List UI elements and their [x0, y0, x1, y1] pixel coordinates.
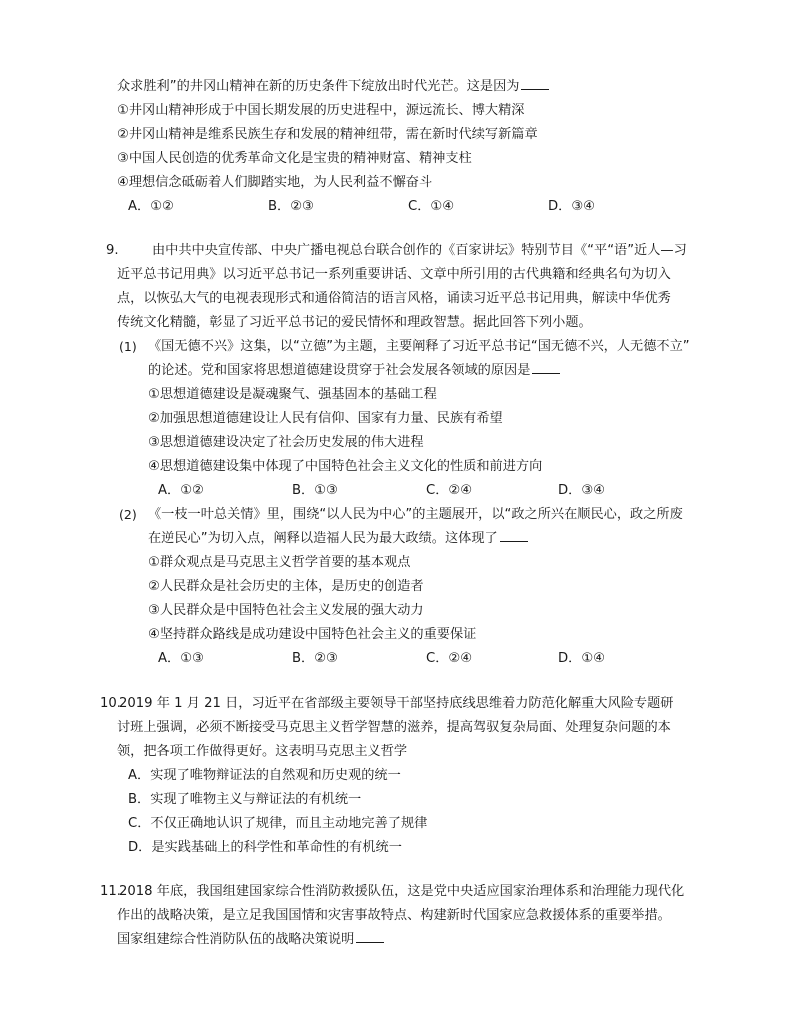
q10-stem-line-2: 讨班上强调，必须不断接受马克思主义哲学智慧的滋养，提高驾驭复杂局面、处理复杂问题的本	[117, 720, 671, 735]
q10-option-d: D．是实践基础上的科学性和革命性的有机统一	[128, 840, 402, 855]
q11-stem-line-3: 国家组建综合性消防队伍的战略决策说明	[117, 931, 384, 948]
q8-option-a: A．①②	[128, 199, 174, 214]
q9-sub1-number: (1)	[119, 339, 137, 354]
q9-stem-line-3: 点，以恢弘大气的电视表现形式和通俗简洁的语言风格，诵读习近平总书记用典，解读中华优秀	[117, 291, 671, 306]
q10-stem-line-3: 领，把各项工作做得更好。这表明马克思主义哲学	[117, 744, 408, 759]
q10-number: 10.	[100, 696, 121, 711]
q10-option-c: C．不仅正确地认识了规律，而且主动地完善了规律	[128, 816, 428, 831]
q9-sub1-option-c: C．②④	[426, 483, 473, 498]
q9-sub2-stem-line-2: 在逆民心”为切入点，阐释以造福人民为最大政绩。这体现了	[148, 530, 528, 547]
q9-sub1-option-b: B．①③	[292, 483, 338, 498]
q9-sub1-options	[158, 482, 718, 499]
q10-option-b: B．实现了唯物主义与辩证法的有机统一	[128, 792, 362, 807]
q9-sub1-statement-2: ②加强思想道德建设让人民有信仰、国家有力量、民族有希望	[148, 411, 503, 426]
q9-sub1-stem-line-2: 的论述。党和国家将思想道德建设贯穿于社会发展各领域的原因是	[148, 362, 560, 379]
q9-sub2-statement-4: ④坚持群众路线是成功建设中国特色社会主义的重要保证	[148, 627, 477, 642]
q8-options	[128, 198, 688, 215]
q8-option-b: B．②③	[268, 199, 314, 214]
q8-statement-3: ③中国人民创造的优秀革命文化是宝贵的精神财富、精神支柱	[117, 151, 472, 166]
q9-stem-line-4: 传统文化精髓，彰显了习近平总书记的爱民情怀和理政智慧。据此回答下列小题。	[117, 315, 592, 330]
q9-sub1-statement-4: ④思想道德建设集中体现了中国特色社会主义文化的性质和前进方向	[148, 459, 543, 474]
q9-sub2-number: (2)	[119, 507, 137, 522]
q10-stem-line-1: 2019 年 1 月 21 日，习近平在省部级主要领导干部坚持底线思维着力防范化解重大风险专题研	[119, 696, 674, 711]
q9-sub1-statement-1: ①思想道德建设是凝魂聚气、强基固本的基础工程	[148, 387, 437, 402]
q9-sub1-option-a: A．①②	[158, 483, 204, 498]
answer-blank	[521, 88, 549, 90]
q9-sub2-statement-1: ①群众观点是马克思主义哲学首要的基本观点	[148, 555, 411, 570]
q9-sub1-option-d: D．③④	[558, 483, 605, 498]
q8-stem: 众求胜利”的井冈山精神在新的历史条件下绽放出时代光芒。这是因为	[117, 78, 549, 95]
q9-sub2-statement-2: ②人民群众是社会历史的主体，是历史的创造者	[148, 579, 424, 594]
q9-sub2-option-b: B．②③	[292, 651, 338, 666]
q8-option-c: C．①④	[408, 199, 455, 214]
q10-option-a: A．实现了唯物辩证法的自然观和历史观的统一	[128, 768, 401, 783]
q9-sub2-statement-3: ③人民群众是中国特色社会主义发展的强大动力	[148, 603, 424, 618]
answer-blank	[500, 540, 528, 542]
q11-number: 11.	[100, 884, 121, 899]
answer-blank	[532, 372, 560, 374]
q9-sub2-option-a: A．①③	[158, 651, 204, 666]
q9-sub1-stem-line-1: 《国无德不兴》这集，以“立德”为主题，主要阐释了习近平总书记“国无德不兴，人无德不立”	[148, 339, 690, 354]
q11-stem-line-1: 2018 年底，我国组建国家综合性消防救援队伍，这是党中央适应国家治理体系和治理能力现代化	[119, 884, 685, 899]
q9-sub1-statement-3: ③思想道德建设决定了社会历史发展的伟大进程	[148, 435, 424, 450]
q9-sub2-option-c: C．②④	[426, 651, 473, 666]
q9-sub2-option-d: D．①④	[558, 651, 605, 666]
q8-statement-1: ①井冈山精神形成于中国长期发展的历史进程中，源远流长、博大精深	[117, 103, 525, 118]
q8-option-d: D．③④	[548, 199, 595, 214]
q9-number: 9.	[106, 243, 119, 258]
answer-blank	[356, 941, 384, 943]
q8-statement-2: ②井冈山精神是维系民族生存和发展的精神纽带，需在新时代续写新篇章	[117, 127, 538, 142]
q8-statement-4: ④理想信念砥砺着人们脚踏实地，为人民利益不懈奋斗	[117, 175, 433, 190]
q9-sub2-options	[158, 650, 718, 667]
q9-sub2-stem-line-1: 《一枝一叶总关情》里，围绕“以人民为中心”的主题展开，以“政之所兴在顺民心，政之所废	[148, 507, 683, 522]
q9-stem-line-1: 由中共中央宣传部、中央广播电视总台联合创作的《百家讲坛》特别节目《“平“语”近人—习	[152, 243, 687, 258]
q11-stem-line-2: 作出的战略决策，是立足我国国情和灾害事故特点、构建新时代国家应急救援体系的重要举措。	[117, 908, 671, 923]
q9-stem-line-2: 近平总书记用典》以习近平总书记一系列重要讲话、文章中所引用的古代典籍和经典名句为切入	[117, 267, 671, 282]
